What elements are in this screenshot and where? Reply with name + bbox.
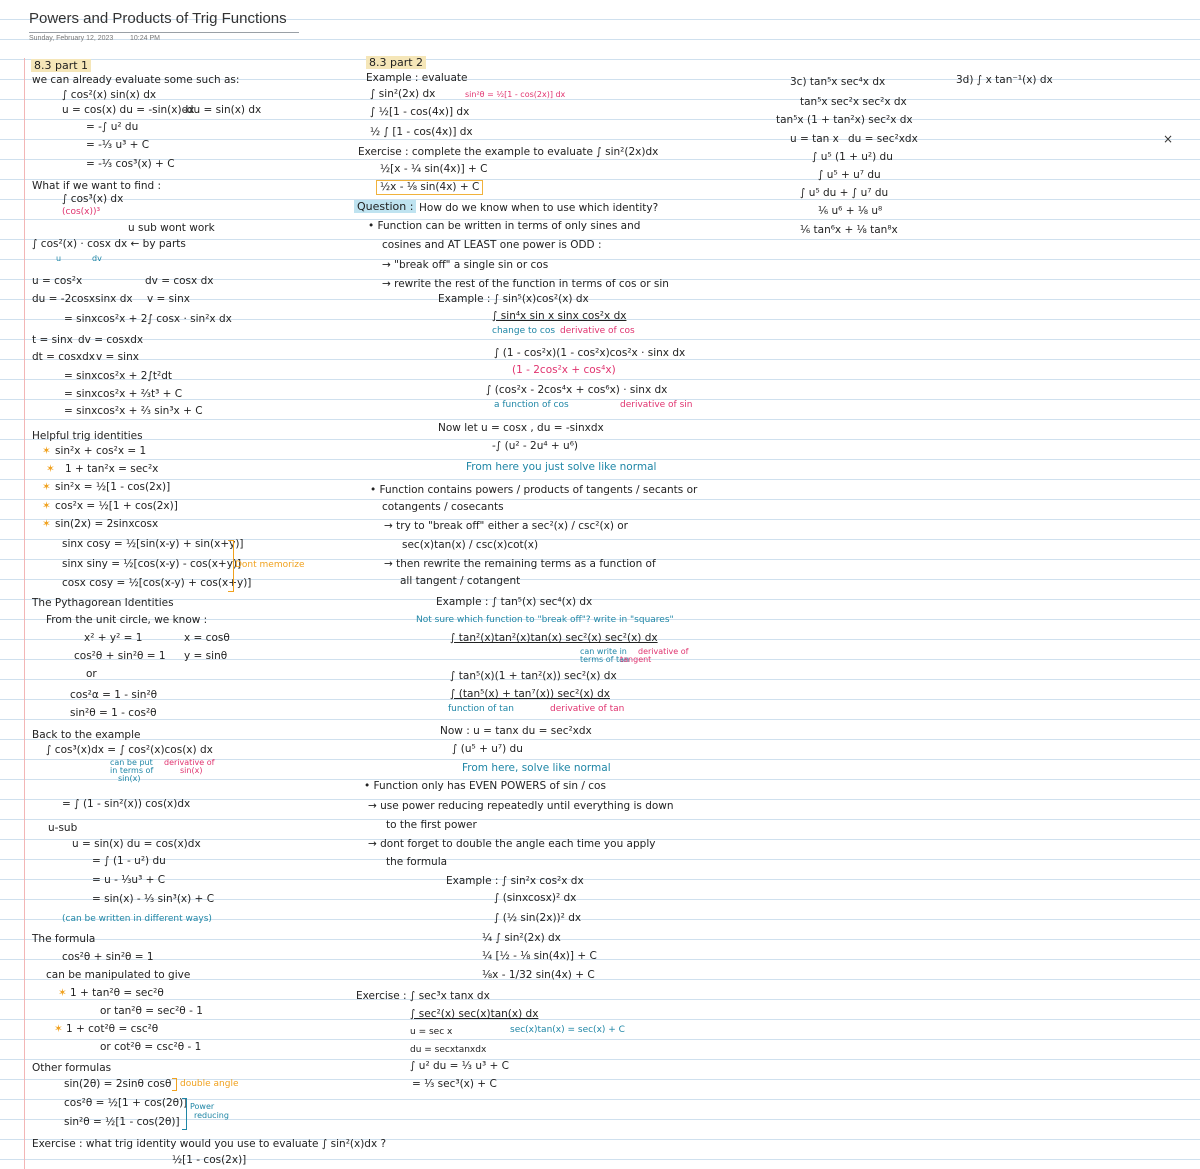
note-line: ∫ cos²(x) · cosx dx ← by parts xyxy=(32,238,186,250)
note-line: or xyxy=(86,668,97,680)
note-line: ∫ sin²(2x) dx xyxy=(370,88,436,100)
note-line: Exercise : what trig identity would you use to evaluate ∫ sin²(x)dx ? xyxy=(32,1138,387,1150)
page-title[interactable]: Powers and Products of Trig Functions xyxy=(29,10,287,27)
note-line: • Function can be written in terms of only sines and xyxy=(368,220,641,232)
note-line: ∫ u² du = ⅓ u³ + C xyxy=(410,1060,509,1072)
note-line: ∫ tan⁵(x)(1 + tan²(x)) sec²(x) dx xyxy=(450,670,617,682)
note-line: → "break off" a single sin or cos xyxy=(382,259,549,271)
note-line: cos²α = 1 - sin²θ xyxy=(70,689,158,701)
note-line: Now let u = cosx , du = -sinxdx xyxy=(438,422,604,434)
bracket-mark xyxy=(182,1098,187,1130)
note-line: ∫ (sinxcosx)² dx xyxy=(494,892,577,904)
note-line: ½ ∫ [1 - cos(4x)] dx xyxy=(370,126,473,138)
note-line: ⅙ tan⁶x + ⅛ tan⁸x xyxy=(800,224,898,236)
note-line: → try to "break off" either a sec²(x) / csc²(x) or xyxy=(384,520,628,532)
annotation: sec(x)tan(x) = sec(x) + C xyxy=(510,1025,625,1035)
section-subheading: The Pythagorean Identities xyxy=(32,597,174,609)
note-line: • Function only has EVEN POWERS of sin / cos xyxy=(364,780,606,792)
note-line: ∫ (cos²x - 2cos⁴x + cos⁶x) · sinx dx xyxy=(486,384,668,396)
note-line: (cos(x))³ xyxy=(62,207,101,217)
note-line: 1 + tan²θ = sec²θ xyxy=(70,987,164,999)
note-line: cosines and AT LEAST one power is ODD : xyxy=(382,239,602,251)
note-line: → dont forget to double the angle each time you apply xyxy=(368,838,656,850)
annotation: derivative of xyxy=(164,758,215,767)
star-icon: ✶ xyxy=(42,481,51,493)
note-line: the formula xyxy=(386,856,448,868)
note-line: cosx cosy = ½[cos(x-y) + cos(x+y)] xyxy=(62,577,252,589)
note-line: du = sec²xdx xyxy=(848,133,918,145)
annotation: (1 - 2cos²x + cos⁴x) xyxy=(512,364,616,376)
star-icon: ✶ xyxy=(54,1023,63,1035)
section-subheading: Back to the example xyxy=(32,729,141,741)
note-line: ½[1 - cos(2x)] xyxy=(172,1154,247,1166)
note-line: we can already evaluate some such as: xyxy=(32,74,240,86)
annotation: sin(x) xyxy=(180,766,203,775)
note-line: ∫ sec²(x) sec(x)tan(x) dx xyxy=(410,1008,539,1020)
note-line: 3d) ∫ x tan⁻¹(x) dx xyxy=(956,74,1053,86)
note-line: ¼ [½ - ⅛ sin(4x)] + C xyxy=(482,950,597,962)
note-line: ∫ cos²(x) sin(x) dx xyxy=(62,89,157,101)
note-line: ∫ u⁵ + u⁷ du xyxy=(818,169,881,181)
annotation: sin²θ = ½[1 - cos(2x)] dx xyxy=(465,90,566,99)
note-line: sinx siny = ½[cos(x-y) - cos(x+y)] xyxy=(62,558,242,570)
annotation: From here, solve like normal xyxy=(462,762,611,774)
boxed-answer: ½x - ⅛ sin(4x) + C xyxy=(376,180,483,195)
note-line: cos²θ + sin²θ = 1 xyxy=(74,650,166,662)
note-line: dv = cosx dx xyxy=(145,275,214,287)
note-line: → use power reducing repeatedly until everything is down xyxy=(368,800,674,812)
note-line: v = sinx xyxy=(96,351,139,363)
note-line: x = cosθ xyxy=(184,632,230,644)
note-line: u xyxy=(56,254,62,263)
star-icon: ✶ xyxy=(58,987,67,999)
note-line: u = sec x xyxy=(410,1027,453,1037)
note-line: ∫ tan²(x)tan²(x)tan(x) sec²(x) sec²(x) dx xyxy=(450,632,658,644)
note-line: Exercise : complete the example to evaluate ∫ sin²(2x)dx xyxy=(358,146,659,158)
note-line: 1 + cot²θ = csc²θ xyxy=(66,1023,159,1035)
note-line: u = sin(x) du = cos(x)dx xyxy=(72,838,201,850)
note-line: Example : ∫ sin⁵(x)cos²(x) dx xyxy=(438,293,589,305)
section-subheading: Helpful trig identities xyxy=(32,430,143,442)
annotation: Not sure which function to "break off"? write in "squares" xyxy=(416,615,674,625)
section-heading-part1: 8.3 part 1 xyxy=(31,59,91,72)
note-line: ¼ ∫ sin²(2x) dx xyxy=(482,932,561,944)
margin-line xyxy=(24,58,25,1169)
note-line: can be manipulated to give xyxy=(46,969,191,981)
note-line: du = secxtanxdx xyxy=(410,1045,487,1055)
note-line: ∫ cos³(x)dx = ∫ cos²(x)cos(x) dx xyxy=(46,744,213,756)
annotation: derivative of tan xyxy=(550,704,625,714)
note-line: cotangents / cosecants xyxy=(382,501,504,513)
note-line: ∫ (½ sin(2x))² dx xyxy=(494,912,582,924)
note-line: Example : ∫ tan⁵(x) sec⁴(x) dx xyxy=(436,596,593,608)
note-line: dt = cosxdx xyxy=(32,351,96,363)
note-line: = -∫ u² du xyxy=(86,121,139,133)
note-line: cos²x = ½[1 + cos(2x)] xyxy=(55,500,178,512)
note-line: ⅛x - 1/32 sin(4x) + C xyxy=(482,969,595,981)
note-line: sec(x)tan(x) / csc(x)cot(x) xyxy=(402,539,539,551)
note-line: From the unit circle, we know : xyxy=(46,614,208,626)
star-icon: ✶ xyxy=(42,500,51,512)
note-line: ∫ ½[1 - cos(4x)] dx xyxy=(370,106,470,118)
note-line: ∫ (u⁵ + u⁷) du xyxy=(452,743,523,755)
note-line: → rewrite the rest of the function in terms of cos or sin xyxy=(382,278,669,290)
annotation: (can be written in different ways) xyxy=(62,914,212,924)
star-icon: ✶ xyxy=(42,445,51,457)
note-line: or tan²θ = sec²θ - 1 xyxy=(100,1005,203,1017)
bracket-mark xyxy=(172,1078,177,1091)
note-line: ½[x - ¼ sin(4x)] + C xyxy=(380,163,488,175)
annotation: function of tan xyxy=(448,704,514,714)
note-line: -du = sin(x) dx xyxy=(183,104,262,116)
note-line: Example : evaluate xyxy=(366,72,468,84)
note-line: all tangent / cotangent xyxy=(400,575,521,587)
note-line: = sinxcos²x + ⅔ sin³x + C xyxy=(64,405,203,417)
note-line: ∫ (tan⁵(x) + tan⁷(x)) sec²(x) dx xyxy=(450,688,610,700)
annotation: From here you just solve like normal xyxy=(466,461,657,473)
annotation: in terms of xyxy=(110,766,154,775)
note-line: sin²x = ½[1 - cos(2x)] xyxy=(55,481,171,493)
note-line: sinx cosy = ½[sin(x-y) + sin(x+y)] xyxy=(62,538,244,550)
note-line: v = sinx xyxy=(147,293,190,305)
note-line: = u - ⅓u³ + C xyxy=(92,874,166,886)
note-line: u-sub xyxy=(48,822,78,834)
note-line: tan⁵x sec²x sec²x dx xyxy=(800,96,907,108)
note-line: tan⁵x (1 + tan²x) sec²x dx xyxy=(776,114,913,126)
note-line: = sinxcos²x + 2∫ cosx · sin²x dx xyxy=(64,313,232,325)
note-line: ∫ u⁵ (1 + u²) du xyxy=(812,151,893,163)
note-line: = sin(x) - ⅓ sin³(x) + C xyxy=(92,893,215,905)
note-line: du = -2cosxsinx dx xyxy=(32,293,133,305)
section-heading-part2: 8.3 part 2 xyxy=(366,56,426,69)
note-line: 3c) tan⁵x sec⁴x dx xyxy=(790,76,886,88)
note-line: sin(2θ) = 2sinθ cosθ xyxy=(64,1078,172,1090)
section-subheading: Other formulas xyxy=(32,1062,112,1074)
note-line: u = tan x xyxy=(790,133,839,145)
page-date: Sunday, February 12, 2023 xyxy=(29,35,114,42)
annotation: terms of tan xyxy=(580,655,630,664)
note-line: sin²x + cos²x = 1 xyxy=(55,445,147,457)
annotation: sin(x) xyxy=(118,774,141,783)
note-line: u = cos(x) du = -sin(x)dx xyxy=(62,104,195,116)
note-line: Exercise : ∫ sec³x tanx dx xyxy=(356,990,490,1002)
note-line: = sinxcos²x + ⅔t³ + C xyxy=(64,388,183,400)
question-label: Question : xyxy=(354,200,416,213)
star-icon: ✶ xyxy=(42,518,51,530)
note-line: = -⅓ u³ + C xyxy=(86,139,150,151)
annotation: can be put xyxy=(110,758,153,767)
note-line: = -⅓ cos³(x) + C xyxy=(86,158,175,170)
note-line: y = sinθ xyxy=(184,650,228,662)
note-line: → then rewrite the remaining terms as a function of xyxy=(384,558,656,570)
annotation: tangent xyxy=(620,655,652,664)
note-line: = ∫ (1 - sin²(x)) cos(x)dx xyxy=(62,798,191,810)
note-line: = sinxcos²x + 2∫t²dt xyxy=(64,370,173,382)
annotation: Power xyxy=(190,1102,215,1111)
note-line: sin²θ = ½[1 - cos(2θ)] xyxy=(64,1116,180,1128)
bracket-mark xyxy=(228,540,234,592)
annotation: double angle xyxy=(180,1079,239,1089)
note-line: ⅙ u⁶ + ⅛ u⁸ xyxy=(818,205,883,217)
note-line: -∫ (u² - 2u⁴ + u⁶) xyxy=(492,440,578,452)
annotation: derivative of sin xyxy=(620,400,693,410)
annotation: can write in xyxy=(580,647,627,656)
annotation: change to cos xyxy=(492,326,556,336)
annotation: reducing xyxy=(194,1111,229,1120)
page-time: 10:24 PM xyxy=(130,35,160,42)
note-line: = ∫ (1 - u²) du xyxy=(92,855,166,867)
note-line: dv = cosxdx xyxy=(78,334,144,346)
note-line: ∫ cos³(x) dx xyxy=(62,193,124,205)
note-line: cos²θ = ½[1 + cos(2θ)] xyxy=(64,1097,188,1109)
note-line: Example : ∫ sin²x cos²x dx xyxy=(446,875,584,887)
note-line: ∫ (1 - cos²x)(1 - cos²x)cos²x · sinx dx xyxy=(494,347,686,359)
note-line: sin(2x) = 2sinxcosx xyxy=(55,518,159,530)
note-line: • Function contains powers / products of tangents / secants or xyxy=(370,484,698,496)
note-line: t = sinx xyxy=(32,334,73,346)
note-line: u = cos²x xyxy=(32,275,83,287)
close-icon[interactable]: × xyxy=(1163,132,1174,146)
note-line: 1 + tan²x = sec²x xyxy=(65,463,159,475)
note-line: to the first power xyxy=(386,819,477,831)
note-line: sin²θ = 1 - cos²θ xyxy=(70,707,157,719)
section-subheading: The formula xyxy=(32,933,96,945)
annotation: Dont memorize xyxy=(235,560,305,570)
note-line: cos²θ + sin²θ = 1 xyxy=(62,951,154,963)
note-line: u sub wont work xyxy=(128,222,215,234)
note-line: = ⅓ sec³(x) + C xyxy=(412,1078,497,1090)
note-line: How do we know when to use which identity? xyxy=(419,202,659,214)
note-line: Now : u = tanx du = sec²xdx xyxy=(440,725,592,737)
title-divider xyxy=(29,32,299,33)
note-line: or cot²θ = csc²θ - 1 xyxy=(100,1041,202,1053)
annotation: a function of cos xyxy=(494,400,569,410)
note-line: x² + y² = 1 xyxy=(84,632,143,644)
note-line: dv xyxy=(92,254,102,263)
annotation: derivative of cos xyxy=(560,326,635,336)
annotation: derivative of xyxy=(638,647,689,656)
note-line: ∫ u⁵ du + ∫ u⁷ du xyxy=(800,187,889,199)
star-icon: ✶ xyxy=(46,463,55,475)
note-line: ∫ sin⁴x sin x sinx cos²x dx xyxy=(492,310,627,322)
note-line: What if we want to find : xyxy=(32,180,162,192)
